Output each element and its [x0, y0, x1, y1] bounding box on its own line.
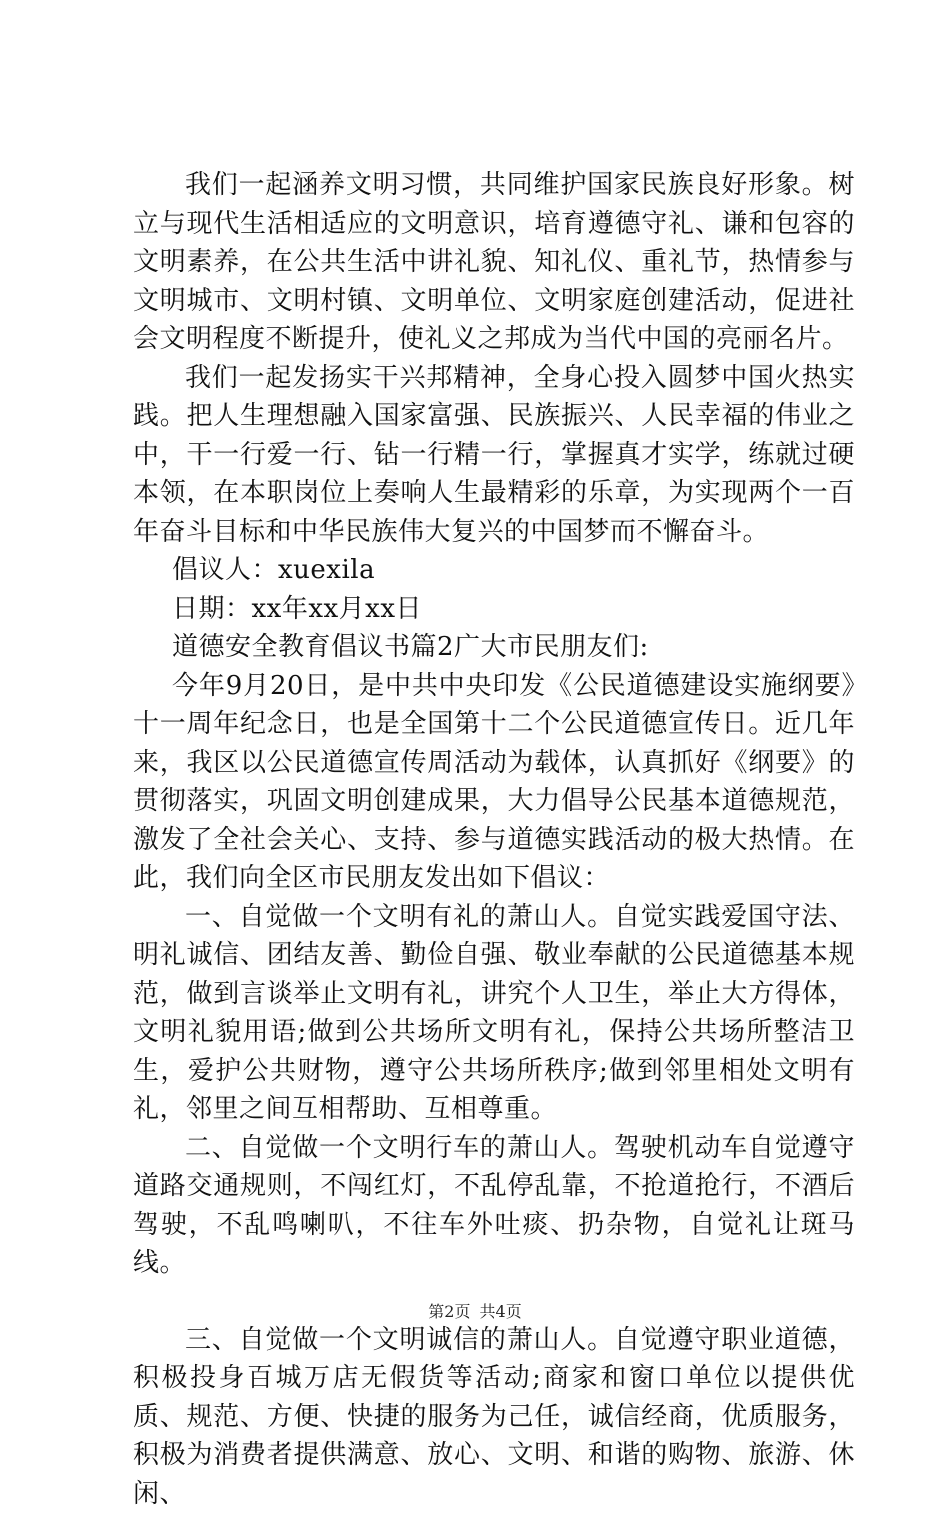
- page-footer: [0, 1302, 950, 1322]
- initiator-line: 倡议人：xuexila: [133, 551, 855, 590]
- paragraph-item-three: 三、自觉做一个文明诚信的萧山人。自觉遵守职业道德，积极投身百城万店无假货等活动;商家和窗口单位以提供优质、规范、方便、快捷的服务为己任，诚信经商，优质服务，积极为消费者提供满意、放心、文明、和谐的购物、旅游、休闲、: [133, 1321, 855, 1513]
- paragraph-item-one: 一、自觉做一个文明有礼的萧山人。自觉实践爱国守法、明礼诚信、团结友善、勤俭自强、敬业奉献的公民道德基本规范，做到言谈举止文明有礼，讲究个人卫生，举止大方得体，文明礼貌用语;做到公共场所文明有礼，保持公共场所整洁卫生，爱护公共财物，遵守公共场所秩序;做到邻里相处文明有礼，邻里之间互相帮助、互相尊重。: [133, 898, 855, 1129]
- paragraph-item-two: 二、自觉做一个文明行车的萧山人。驾驶机动车自觉遵守道路交通规则，不闯红灯，不乱停乱靠，不抢道抢行，不酒后驾驶，不乱鸣喇叭，不往车外吐痰、扔杂物，自觉礼让斑马线。: [133, 1129, 855, 1283]
- paragraph-intro: 今年9月20日，是中共中央印发《公民道德建设实施纲要》十一周年纪念日，也是全国第十二个公民道德宣传日。近几年来，我区以公民道德宣传周活动为载体，认真抓好《纲要》的贯彻落实，巩固文明创建成果，大力倡导公民基本道德规范，激发了全社会关心、支持、参与道德实践活动的极大热情。在此，我们向全区市民朋友发出如下倡议：: [133, 667, 855, 898]
- page-total: 共4页: [480, 1302, 522, 1321]
- paragraph-hard-work-spirit: 我们一起发扬实干兴邦精神，全身心投入圆梦中国火热实践。把人生理想融入国家富强、民族振兴、人民幸福的伟业之中，干一行爱一行、钻一行精一行，掌握真才实学，练就过硬本领，在本职岗位上奏响人生最精彩的乐章，为实现两个一百年奋斗目标和中华民族伟大复兴的中国梦而不懈奋斗。: [133, 359, 855, 552]
- section-title-line: 道德安全教育倡议书篇2广大市民朋友们:: [133, 628, 855, 667]
- date-line: 日期：xx年xx月xx日: [133, 590, 855, 629]
- page-number: 第2页: [428, 1302, 470, 1321]
- paragraph-civility-habits: 我们一起涵养文明习惯，共同维护国家民族良好形象。树立与现代生活相适应的文明意识，培育遵德守礼、谦和包容的文明素养，在公共生活中讲礼貌、知礼仪、重礼节，热情参与文明城市、文明村镇、文明单位、文明家庭创建活动，促进社会文明程度不断提升，使礼义之邦成为当代中国的亮丽名片。: [133, 166, 855, 359]
